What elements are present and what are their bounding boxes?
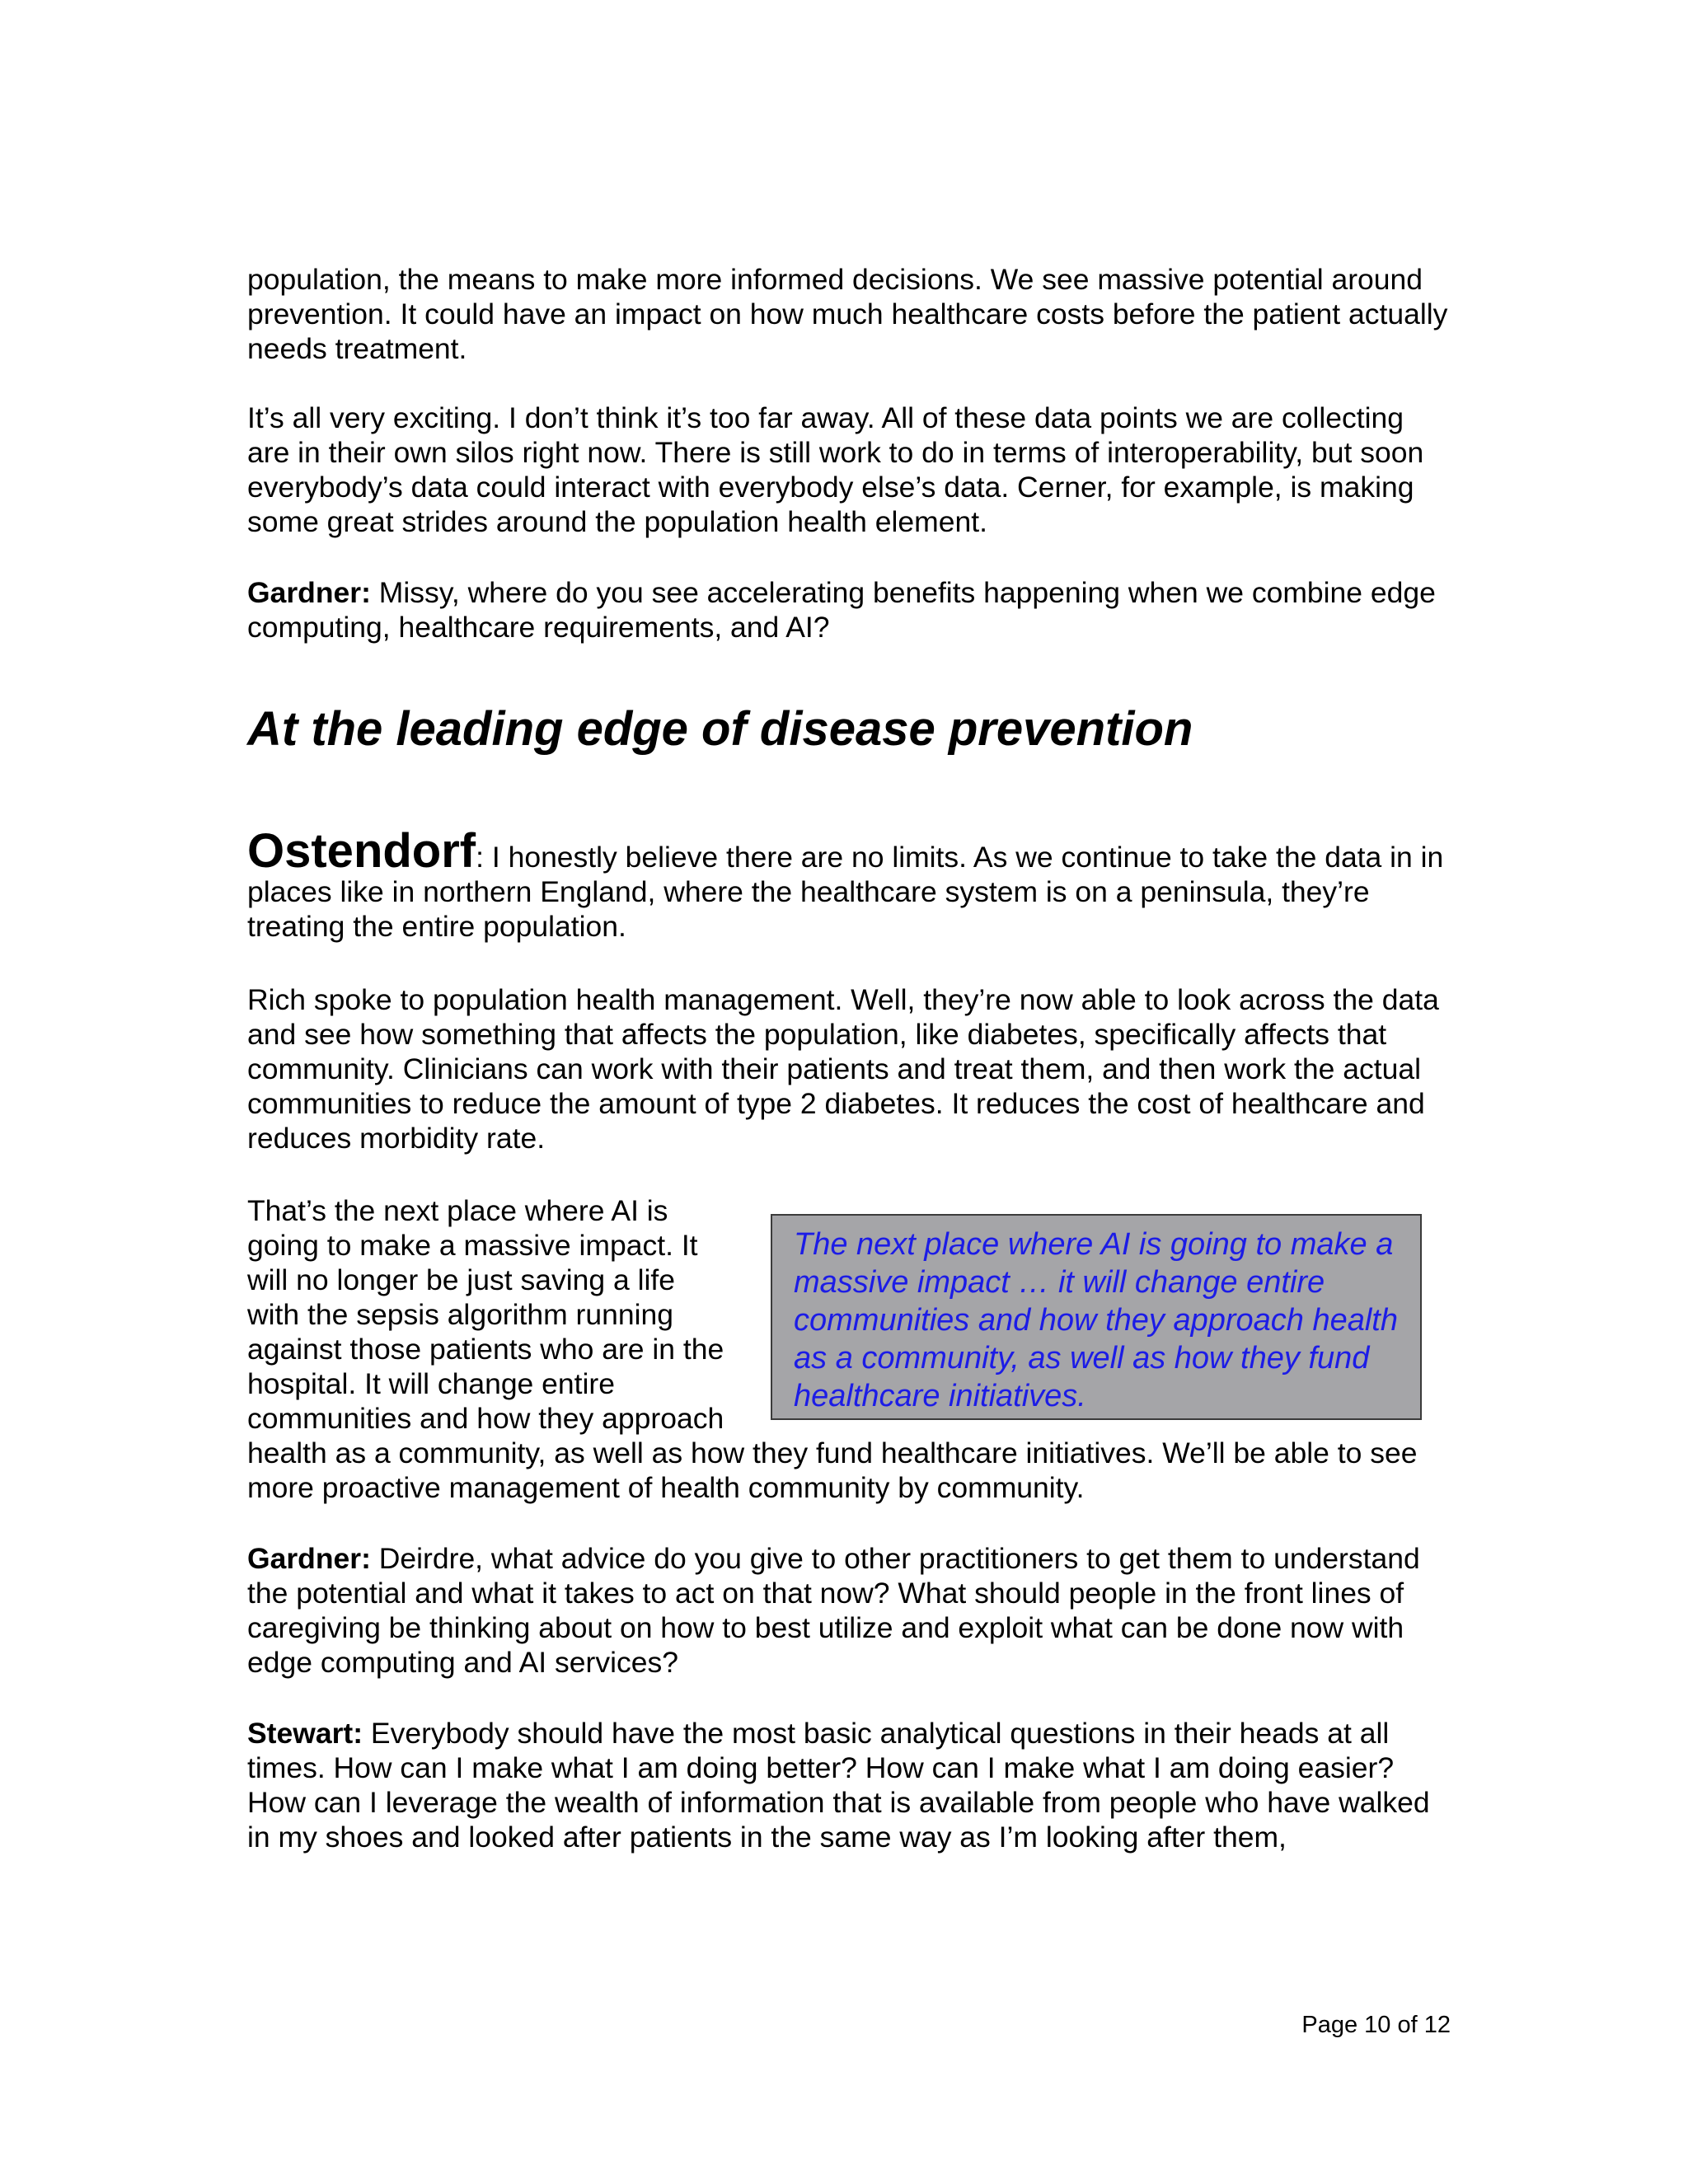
wrapped-line: That’s the next place where AI is bbox=[247, 1194, 668, 1227]
paragraph-stewart-answer bbox=[247, 1716, 1451, 1854]
wrapped-line: with the sepsis algorithm running bbox=[247, 1298, 673, 1331]
section-heading: At the leading edge of disease prevention bbox=[247, 702, 1193, 756]
paragraph-prevention: population, the means to make more informed decisions. We see massive potential around prevention. It could have an impact on how much healthcare costs before the patient actually needs treatment. bbox=[247, 263, 1448, 365]
wrapped-line: against those patients who are in the bbox=[247, 1333, 724, 1366]
speaker-name: Gardner: bbox=[247, 1542, 371, 1575]
speaker-name-large: Ostendorf bbox=[247, 824, 476, 878]
paragraph-next-place-wrapped bbox=[247, 1193, 750, 1436]
paragraph-text: : I honestly believe there are no limits. As we continue to take the data in in places like in northern England, where the healthcare system is on a peninsula, they’re treating the entire population. bbox=[247, 841, 1444, 943]
paragraph-population-health: Rich spoke to population health management. Well, they’re now able to look across the data and see how something that affects the population, like diabetes, specifically affects that community. Clinicians can work with their patients and treat them, and then work the actual communities to reduce the amount of type 2 diabetes. It reduces the cost of healthcare and reduces morbidity rate. bbox=[247, 983, 1439, 1155]
wrapped-line: hospital. It will change entire bbox=[247, 1367, 615, 1400]
speaker-name: Gardner: bbox=[247, 576, 371, 609]
wrapped-line: communities and how they approach bbox=[247, 1402, 724, 1435]
document-page bbox=[247, 0, 1451, 2184]
page-number: Page 10 of 12 bbox=[1301, 2012, 1451, 2038]
paragraph-ostendorf-answer bbox=[247, 824, 1451, 944]
paragraph-gardner-question-deirdre bbox=[247, 1541, 1451, 1680]
pull-quote-box: The next place where AI is going to make a massive impact … it will change entire communities and how they approach health as a community, as well as how they fund healthcare initiatives. bbox=[771, 1214, 1422, 1420]
paragraph-text: Deirdre, what advice do you give to other practitioners to get them to understand the potential and what it takes to act on that now? What should people in the front lines of caregiving be thinking about on how to best utilize and exploit what can be done now with edge computing and AI services? bbox=[247, 1542, 1420, 1679]
paragraph-exciting: It’s all very exciting. I don’t think it’s too far away. All of these data points we are collecting are in their own silos right now. There is still work to do in terms of interoperability, but soon everybody’s data could interact with everybody else’s data. Cerner, for example, is making some great strides around the population health element. bbox=[247, 401, 1424, 538]
paragraph-next-place-continued: health as a community, as well as how they fund healthcare initiatives. We’ll be able to see more proactive management of health community by community. bbox=[247, 1436, 1418, 1504]
wrapped-line: going to make a massive impact. It bbox=[247, 1229, 698, 1262]
paragraph-text: Missy, where do you see accelerating benefits happening when we combine edge computing, healthcare requirements, and AI? bbox=[247, 576, 1436, 644]
wrapped-line: will no longer be just saving a life bbox=[247, 1263, 675, 1296]
paragraph-text: Everybody should have the most basic analytical questions in their heads at all times. How can I make what I am doing better? How can I make what I am doing easier? How can I leverage the wealth of information that is available from people who have walked in my shoes and looked after patients in the same way as I’m looking after them, bbox=[247, 1717, 1430, 1854]
paragraph-gardner-question-missy bbox=[247, 575, 1451, 644]
speaker-name: Stewart: bbox=[247, 1717, 363, 1750]
